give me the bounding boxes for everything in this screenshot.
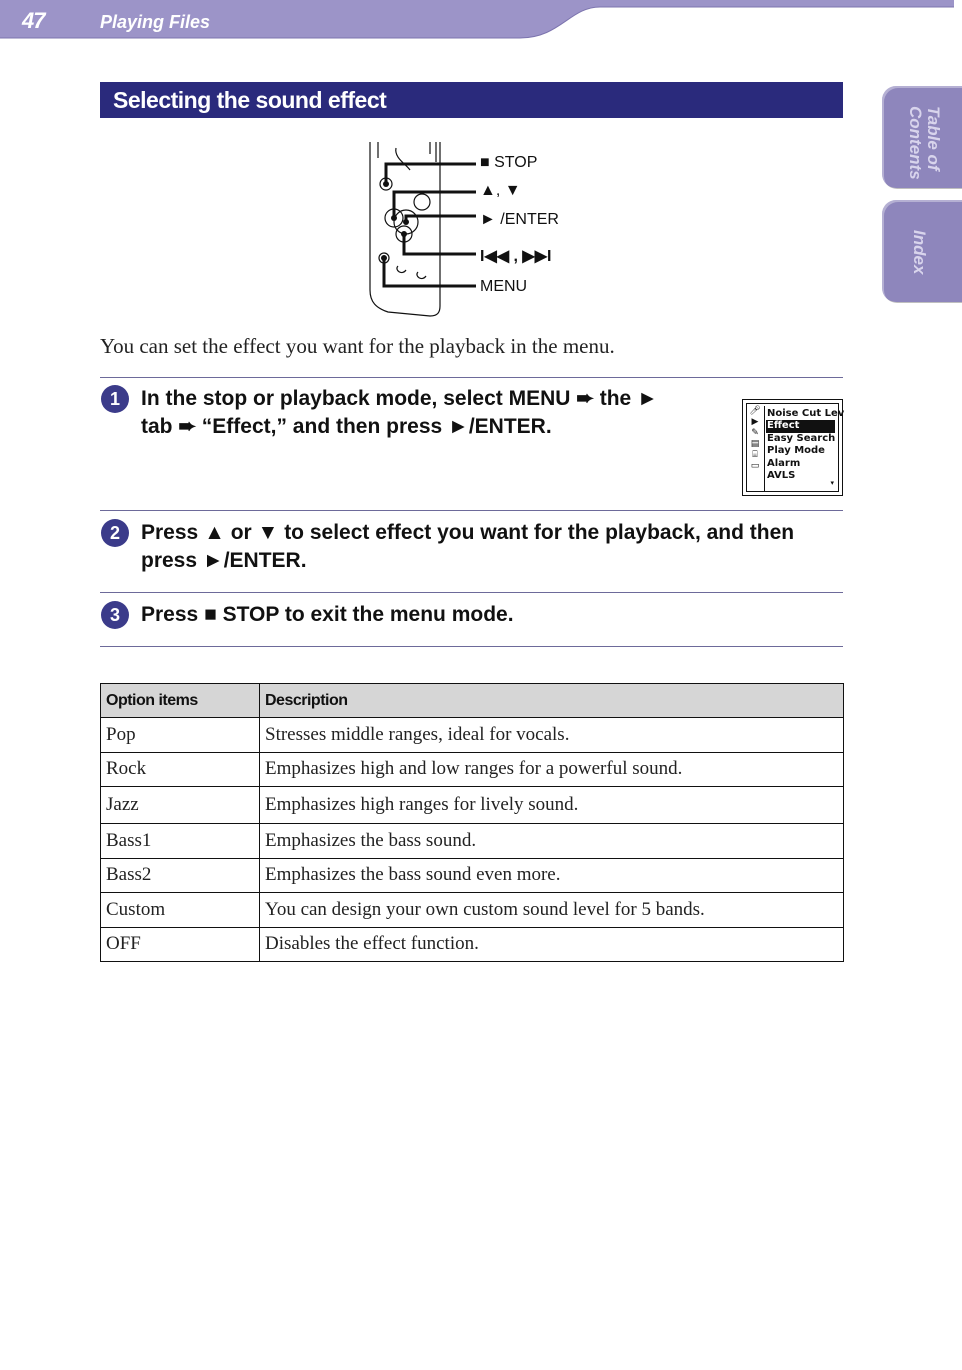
table-row [101,824,844,859]
page-header [0,0,954,40]
page-title: Selecting the sound effect [113,87,387,113]
divider [100,377,843,378]
description-cell: You can design your own custom sound level for 5 bands. [260,893,844,928]
description-cell: Stresses middle ranges, ideal for vocals. [260,718,844,753]
screen-menu-item-selected: Effect [766,420,835,432]
screen-menu-list [766,408,845,482]
table-row [101,787,844,824]
description-cell: Emphasizes the bass sound even more. [260,858,844,893]
screen-menu-item: Alarm [767,457,801,469]
divider [100,510,843,511]
folder-icon: ▭ [750,461,760,471]
callout-stop: ■ STOP [480,154,538,171]
table-row [101,752,844,787]
table-row [101,858,844,893]
callout-play-enter: ► /ENTER [480,211,559,228]
screen-separator [764,406,765,492]
scroll-down-icon: ▾ [830,479,834,487]
step-badge-3: 3 [101,601,129,629]
screen-icons [749,406,763,472]
device-illustration [366,140,586,320]
play-icon: ► [448,415,469,438]
section-name: Playing Files [100,12,211,32]
right-arrow-icon: ➨ [576,387,594,410]
option-cell: Rock [101,752,260,787]
column-header-description: Description [260,684,844,718]
option-cell: OFF [101,927,260,962]
play-icon: ▶ [751,417,759,427]
down-arrow-icon: ▼ [257,521,279,544]
callout-menu: MENU [480,278,528,295]
option-cell: Custom [101,893,260,928]
description-cell: Emphasizes the bass sound. [260,824,844,859]
stop-icon: ■ [204,603,217,626]
stop-icon: ■ [480,154,490,171]
skip-icons: I◀◀ , ▶▶I [480,248,552,265]
tab-index-label: Index [910,230,929,275]
divider [100,592,843,593]
option-cell: Bass1 [101,824,260,859]
up-arrow-icon: ▲ [204,521,225,544]
option-cell: Jazz [101,787,260,824]
section-title-band [100,82,843,118]
screen-menu-item: AVLS [767,469,796,481]
play-icon: ► [480,211,496,228]
pen-icon: ✎ [751,428,759,438]
tab-index[interactable] [882,200,962,302]
card-icon: ▤ [750,439,760,449]
screen-menu-item: Easy Search [767,432,836,444]
divider [100,646,843,647]
callout-up-down [480,182,521,200]
mic-icon: 🎤︎ [749,406,761,416]
description-cell: Disables the effect function. [260,927,844,962]
right-arrow-icon: ➨ [178,415,196,438]
screen-menu-item: Play Mode [767,445,825,457]
play-icon: ► [202,549,224,572]
device-screen [742,399,843,496]
screen-menu-item: Noise Cut Lev [767,408,845,419]
step-2-text: Press ▲ or ▼ to select effect you want for the playback, and then press ►/ENTER. [141,519,841,575]
play-icon: ► [637,387,658,410]
up-down-arrows-icon: ▲, ▼ [480,182,521,199]
description-cell: Emphasizes high and low ranges for a powerful sound. [260,752,844,787]
table-row [101,893,844,928]
step-badge-1: 1 [101,385,129,413]
table-row [101,718,844,753]
tab-toc-label: Table of Contents [906,106,943,180]
page-number: 47 [22,8,45,33]
table-header-row [101,684,844,718]
description-cell: Emphasizes high ranges for lively sound. [260,787,844,824]
device-screen-frame [746,403,845,492]
option-cell: Pop [101,718,260,753]
device-diagram [366,140,586,320]
intro-text: You can set the effect you want for the playback in the menu. [100,334,615,358]
table-row [101,927,844,962]
column-header-option: Option items [101,684,260,718]
toolbox-icon: ⌸ [752,450,758,460]
callout-skip [480,246,551,266]
effect-options-table [100,683,844,962]
step-3-text: Press ■ STOP to exit the menu mode. [141,601,841,629]
option-cell: Bass2 [101,858,260,893]
step-1-text: In the stop or playback mode, select MENU ➨ the ► tab ➨ “Effect,” and then press ►/ENTER. [141,385,731,441]
step-badge-2: 2 [101,519,129,547]
tab-table-of-contents[interactable] [882,86,962,188]
